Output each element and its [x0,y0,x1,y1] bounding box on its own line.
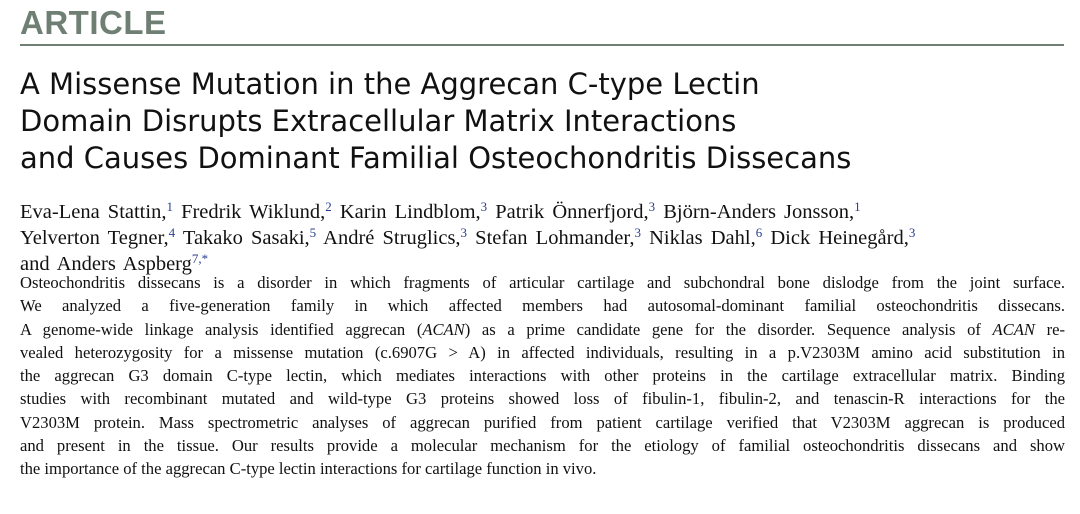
section-label: ARTICLE [20,4,167,41]
author-name: Niklas Dahl, [649,227,756,249]
author-name: Patrik Önnerfjord, [495,201,649,223]
affiliation-mark[interactable]: 4 [168,225,176,240]
abstract-text: ) as a prime candidate gene for the disorder. Sequence analysis of [464,319,981,339]
author-list [20,199,1070,277]
abstract-text: re- [1046,319,1065,339]
affiliation-mark[interactable]: 3 [634,225,641,240]
abstract-line: the aggrecan G3 domain C-type lectin, which mediates interactions with other proteins in the cartilage extracellular matrix. Binding [20,366,1065,386]
abstract-line: the importance of the aggrecan C-type lectin interactions for cartilage function in vivo. [20,459,597,479]
affiliation-mark[interactable]: 7,* [191,251,209,266]
author-name: Takako Sasaki, [182,227,310,249]
author-name: André Struglics, [323,227,461,249]
author-name: Karin Lindblom, [339,201,481,223]
author-name: and Anders Aspberg [20,253,192,275]
abstract [20,271,1065,481]
author-name: Stefan Lohmander, [475,227,635,249]
abstract-line: vealed heterozygosity for a missense mutation (c.6907G > A) in affected individuals, resulting in a p.V2303M amino acid substitution in [20,342,1065,362]
author-name: Fredrik Wiklund, [181,201,326,223]
affiliation-mark[interactable]: 3 [648,199,656,214]
abstract-line: Osteochondritis dissecans is a disorder in which fragments of articular cartilage and subchondral bone dislodge from the joint surface. [20,273,1065,292]
abstract-line: V2303M protein. Mass spectrometric analyses of aggrecan purified from patient cartilage verified that V2303M aggrecan is produced [20,412,1065,432]
section-rule [20,44,1064,46]
affiliation-mark[interactable]: 5 [309,225,317,240]
author-name: Dick Heinegård, [770,227,909,249]
abstract-line: studies with recombinant mutated and wild-type G3 proteins showed loss of fibulin-1, fibulin-2, and tenascin-R interactions for the [20,389,1065,409]
author-line [20,225,1070,251]
affiliation-mark[interactable]: 3 [480,199,488,214]
affiliation-mark[interactable]: 2 [325,199,332,214]
abstract-line [20,318,1065,341]
affiliation-mark[interactable]: 3 [908,225,916,240]
affiliation-mark[interactable]: 6 [755,225,763,240]
gene-symbol: ACAN [992,319,1035,339]
author-name: Björn-Anders Jonsson, [663,201,855,223]
abstract-line: We analyzed a five-generation family in which affected members had autosomal-dominant familial osteochondritis dissecans. [20,296,1065,316]
article-title [20,66,1060,177]
abstract-text: A genome-wide linkage analysis identified aggrecan ( [20,319,423,339]
gene-symbol: ACAN [422,319,465,339]
author-line [20,199,1070,225]
affiliation-mark[interactable]: 3 [460,225,468,240]
affiliation-mark[interactable]: 1 [854,199,861,214]
title-line: Domain Disrupts Extracellular Matrix Interactions [20,104,737,138]
affiliation-mark[interactable]: 1 [166,199,173,214]
title-line: and Causes Dominant Familial Osteochondritis Dissecans [20,141,852,175]
author-name: Yelverton Tegner, [20,227,169,249]
abstract-line: and present in the tissue. Our results provide a molecular mechanism for the etiology of familial osteochondritis dissecans and show [20,436,1065,456]
author-name: Eva-Lena Stattin, [20,201,167,223]
title-line: A Missense Mutation in the Aggrecan C-type Lectin [20,67,760,101]
